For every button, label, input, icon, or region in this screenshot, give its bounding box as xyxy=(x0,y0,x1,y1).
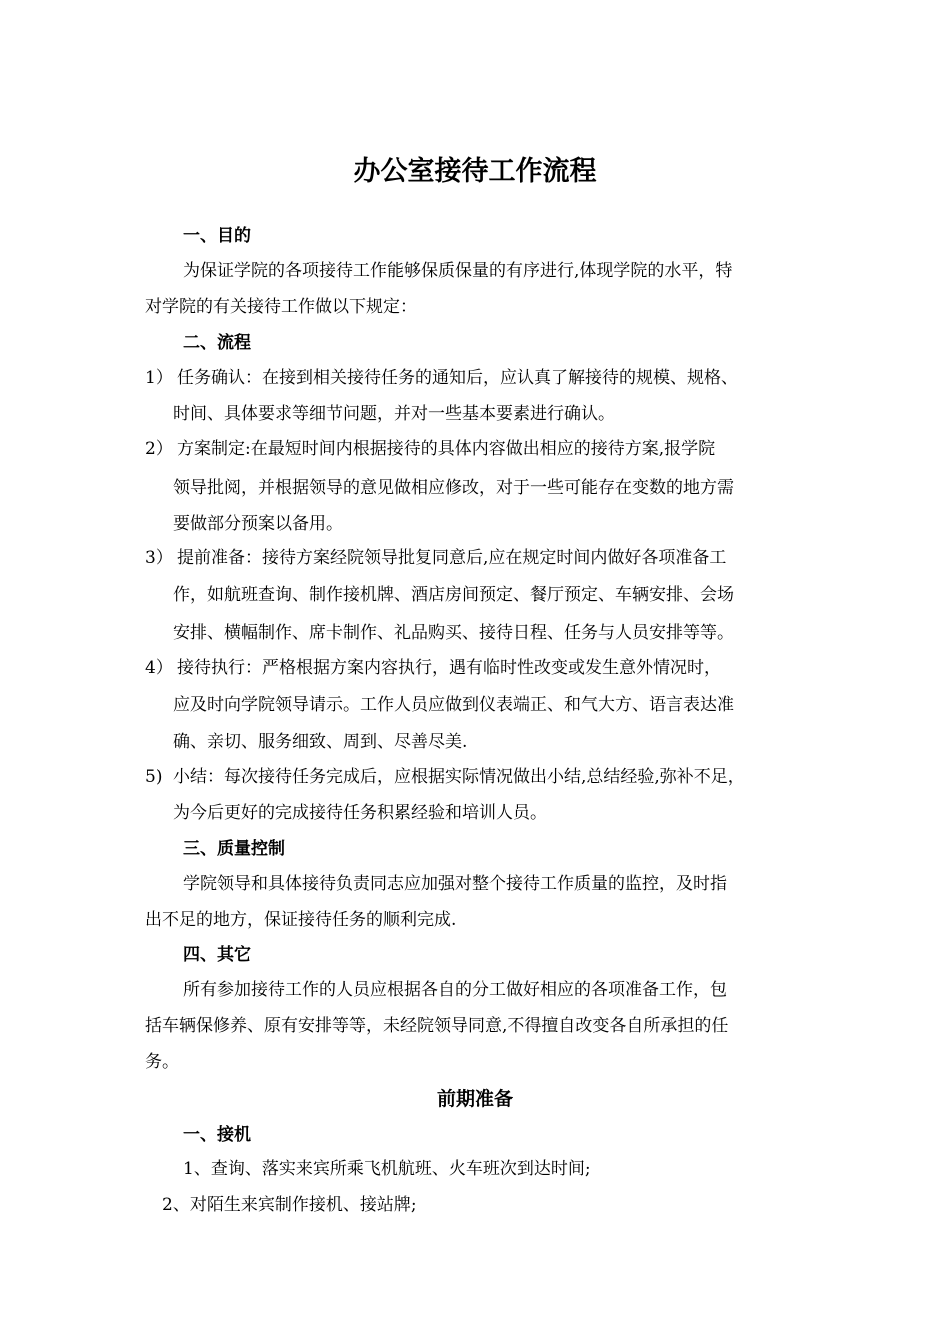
process-item-4-line-3: 确、亲切、服务细致、周到、尽善尽美. xyxy=(173,732,468,752)
process-item-number-5: 5) xyxy=(145,767,163,787)
process-item-4-line-1: 接待执行：严格根据方案内容执行，遇有临时性改变或发生意外情况时， xyxy=(177,658,721,678)
other-line-2: 括车辆保修养、原有安排等等，未经院领导同意,不得擅自改变各自所承担的任 xyxy=(145,1016,729,1036)
quality-line-2: 出不足的地方，保证接待任务的顺利完成. xyxy=(145,910,457,930)
process-item-5-line-2: 为今后更好的完成接待任务积累经验和培训人员。 xyxy=(173,803,547,823)
process-item-2-line-3: 要做部分预案以备用。 xyxy=(173,514,343,534)
process-item-3-line-2: 作，如航班查询、制作接机牌、酒店房间预定、餐厅预定、车辆安排、会场 xyxy=(173,585,734,605)
prep-line-1: 1、查询、落实来宾所乘飞机航班、火车班次到达时间; xyxy=(183,1159,591,1179)
process-item-number-4: 4） xyxy=(145,658,173,678)
process-item-1-line-2: 时间、具体要求等细节问题，并对一些基本要素进行确认。 xyxy=(173,404,615,424)
section-heading-process: 二、流程 xyxy=(183,333,251,353)
process-item-2-line-1: 方案制定:在最短时间内根据接待的具体内容做出相应的接待方案,报学院 xyxy=(177,439,716,459)
section-heading-other: 四、其它 xyxy=(183,945,251,965)
other-line-1: 所有参加接待工作的人员应根据各自的分工做好相应的各项准备工作，包 xyxy=(183,980,727,1000)
process-item-3-line-1: 提前准备：接待方案经院领导批复同意后,应在规定时间内做好各项准备工 xyxy=(177,548,727,568)
quality-line-1: 学院领导和具体接待负责同志应加强对整个接待工作质量的监控，及时指 xyxy=(183,874,727,894)
page-title: 办公室接待工作流程 xyxy=(353,156,597,187)
purpose-line-1: 为保证学院的各项接待工作能够保质保量的有序进行,体现学院的水平，特 xyxy=(183,261,733,281)
process-item-number-1: 1） xyxy=(145,368,173,388)
process-item-number-2: 2） xyxy=(145,439,173,459)
other-line-3: 务。 xyxy=(145,1052,179,1072)
process-item-3-line-3: 安排、横幅制作、席卡制作、礼品购买、接待日程、任务与人员安排等等。 xyxy=(173,623,734,643)
prep-title: 前期准备 xyxy=(436,1088,513,1110)
section-heading-purpose: 一、目的 xyxy=(183,226,251,246)
process-item-number-3: 3） xyxy=(145,548,173,568)
prep-line-2: 2、对陌生来宾制作接机、接站牌; xyxy=(162,1195,417,1215)
process-item-1-line-1: 任务确认：在接到相关接待任务的通知后，应认真了解接待的规模、规格、 xyxy=(177,368,738,388)
process-item-2-line-2: 领导批阅，并根据领导的意见做相应修改，对于一些可能存在变数的地方需 xyxy=(173,478,734,498)
section-heading-quality: 三、质量控制 xyxy=(183,839,285,859)
purpose-line-2: 对学院的有关接待工作做以下规定： xyxy=(145,297,417,317)
prep-heading-pickup: 一、接机 xyxy=(183,1125,251,1145)
process-item-4-line-2: 应及时向学院领导请示。工作人员应做到仪表端正、和气大方、语言表达准 xyxy=(173,695,734,715)
process-item-5-line-1: 小结：每次接待任务完成后，应根据实际情况做出小结,总结经验,弥补不足， xyxy=(173,767,745,787)
